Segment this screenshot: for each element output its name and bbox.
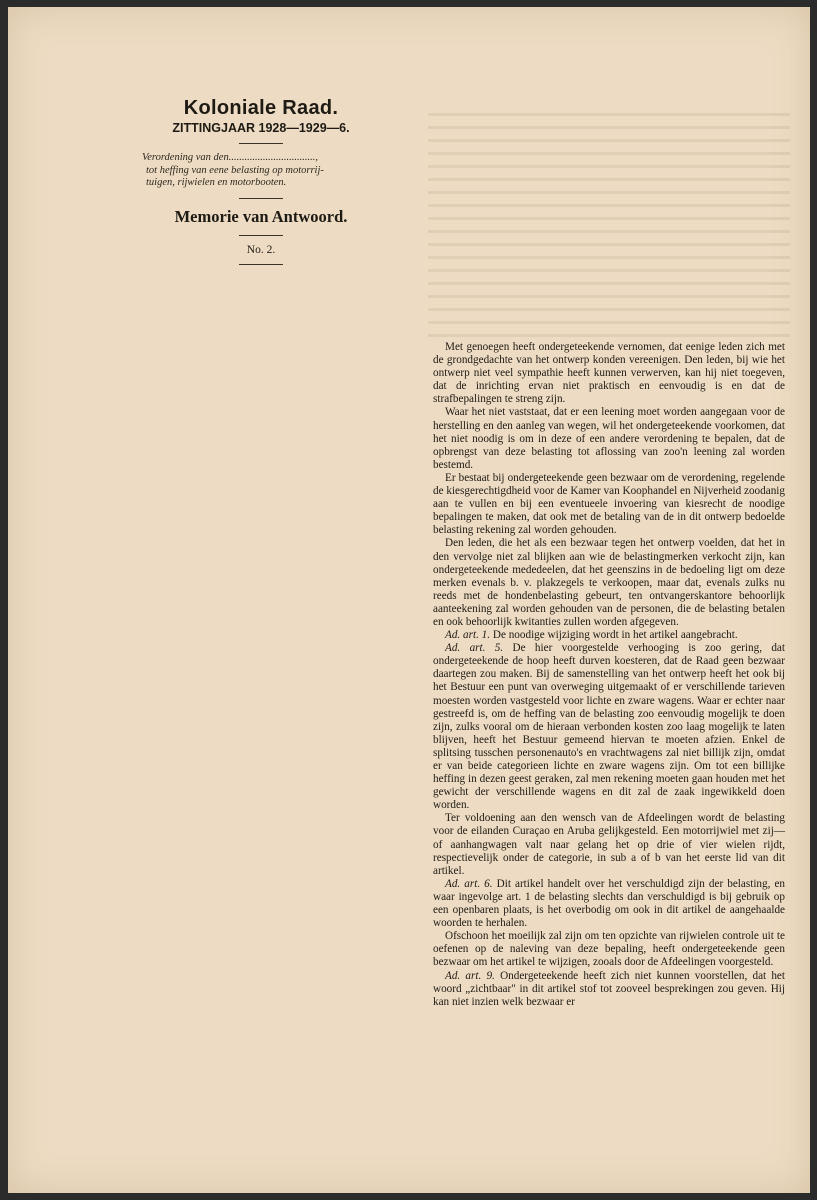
paragraph: Ad. art. 9. Ondergeteekende heeft zich niet kunnen voorstellen, dat het woord „zichtbaar" in dit artikel stof tot zooveel besprekingen zou geven. Hij kan niet inzien welk bezwaar er	[433, 969, 786, 1008]
document-number: No. 2.	[246, 243, 276, 256]
divider	[239, 264, 283, 265]
session-year: ZITTINGJAAR 1928—1929—6.	[172, 121, 350, 135]
divider	[239, 198, 283, 199]
divider	[239, 143, 283, 144]
paragraph: Ad. art. 5. De hier voorgestelde verhooging is zoo gering, dat ondergeteekende de hoop heeft durven koesteren, dat de Raad geen bezwaar daartegen zou maken. Bij de samenstelling van het ontwerp heeft het ook bij het Bestuur een punt van overweging uitgemaakt of er verschillende tarieven moesten worden vastgesteld voor lichte en zware wagens. Waar er echter naar gestreefd is, om de heffing van de belasting zoo eenvoudig mogelijk te doen zijn, zulks vooral om de hieraan verbonden kosten zoo laag mogelijk te laten blijven, heeft het Bestuur gemeend hiervan te moeten afzien. Enkel de splitsing tusschen personenauto's en vrachtwagens zal niet billijk zijn, omdat er van beide categorieen lichte en zware wagens zijn. Om tot een billijke heffing in dezen geest geraken, zal men rekening moeten gaan houden met het gewicht der verschillende wagens en dit zal de zaak ingewikkeld doen worden.	[433, 642, 786, 812]
document-page	[8, 7, 810, 1193]
paragraph: Ad. art. 6. Dit artikel handelt over het verschuldigd zijn der belasting, en waar ingevolge art. 1 de belasting slechts dan verschuldigd is bij gebruik op een openbaren plaats, is het overbodig om ook in dit artikel de aangehaalde woorden te herhalen.	[433, 877, 786, 930]
paragraph: Ad. art. 1. De noodige wijziging wordt in het artikel aangebracht.	[445, 629, 738, 642]
paragraph: Ter voldoening aan den wensch van de Afdeelingen wordt de belasting voor de eilanden Curaçao en Aruba gelijkgesteld. Een motorrijwiel met zij— of aanhangwagen valt naar gelang het op drie of vier wielen rijdt, respectievelijk onder de categorie, in sub a of b van het eerste lid van dit artikel.	[433, 812, 785, 877]
ordinance-line: tot heffing van eene belasting op motorrij-	[146, 164, 324, 176]
council-title: Koloniale Raad.	[183, 97, 339, 119]
document-title: Memorie van Antwoord.	[174, 206, 348, 226]
ordinance-description	[142, 152, 386, 190]
paragraph: Ofschoon het moeilijk zal zijn om ten opzichte van rijwielen controle uit te oefenen op de naleving van deze bepaling, heeft ondergeteekende geen bezwaar om het artikel te wijzigen, zooals door de Afdeelingen voorgesteld.	[433, 930, 785, 969]
paragraph: Waar het niet vaststaat, dat er een leening moet worden aangegaan voor de herstelling en den aanleg van wegen, wil het ondergeteekende voorkomen, dat het niet noodig is om in deze of een andere verordening te bepalen, dat de opbrengst van deze belasting tot aflossing van zoo'n leening zal worden bestemd.	[433, 406, 785, 471]
document-header	[136, 97, 386, 273]
body-text	[433, 341, 785, 1009]
ordinance-line: Verordening van den.................................,	[142, 152, 318, 163]
paragraph: Met genoegen heeft ondergeteekende vernomen, dat eenige leden zich met de grondgedachte van het ontwerp konden vereenigen. Den leden, bij wie het ontwerp niet veel sympathie heeft kunnen verwerven, kan hij niet toegeven, dat de inrichting ervan niet praktisch en eenvoudig is en dat de strafbepalingen te streng zijn.	[433, 341, 785, 406]
divider	[239, 235, 283, 236]
paragraph: Den leden, die het als een bezwaar tegen het ontwerp voelden, dat het in den vervolge niet zal blijken aan wie de belastingmerken verkocht zijn, kan ondergeteekende mededeelen, dat het geenszins in de bedoeling ligt om deze merken evenals b. v. plakzegels te verkoopen, maar dat, evenals zulks nu reeds met de hondenbelasting gebeurt, ten ontvangerskantore behoorlijk aanteekening zal worden gehouden van de personen, die de belasting betalen en ook behoorlijk kwitanties zullen worden afgegeven.	[433, 537, 785, 628]
reverse-side-bleed-through	[428, 105, 790, 341]
ordinance-line: tuigen, rijwielen en motorbooten.	[146, 177, 287, 188]
paragraph: Er bestaat bij ondergeteekende geen bezwaar om de verordening, regelende de kiesgerechtigdheid voor de Kamer van Koophandel en Nijverheid zoodanig aan te vullen en bij een eventueele invoering van kiesrecht de noodige bepalingen te maken, dat ook met de betaling van de in dit ontwerp bedoelde belasting rekening zal worden gehouden.	[433, 471, 785, 537]
